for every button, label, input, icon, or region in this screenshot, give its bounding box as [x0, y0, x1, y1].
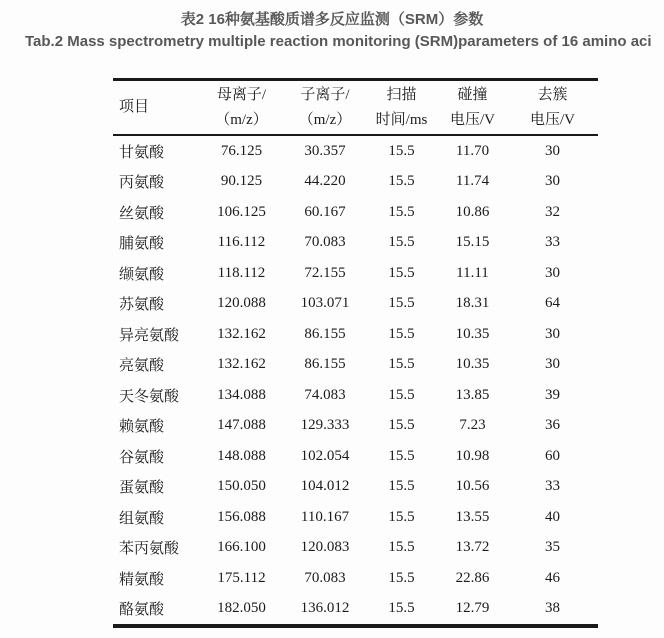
amino-acid-name: 苯丙氨酸 [119, 541, 180, 558]
column-header-5 [507, 80, 598, 136]
column-header-line1: 母离子/ [216, 86, 267, 103]
value-cell: 15.5 [388, 478, 415, 495]
value-cell: 15.5 [388, 173, 415, 190]
value-cell: 102.054 [300, 447, 350, 464]
value-cell: 46 [545, 569, 560, 586]
value-cell: 30 [545, 142, 560, 159]
value-cell: 15.5 [388, 142, 415, 159]
value-cell: 35 [545, 539, 560, 556]
column-header-1 [198, 80, 285, 136]
table-row [113, 228, 598, 259]
table-row [113, 380, 598, 411]
value-cell: 132.162 [217, 325, 266, 342]
table-header [113, 80, 598, 136]
column-header-line2: 时间/ms [375, 111, 428, 128]
table-caption [0, 0, 664, 53]
value-cell: 60 [545, 447, 560, 464]
value-cell: 13.85 [455, 386, 490, 403]
table-row [113, 472, 598, 503]
value-cell: 15.5 [388, 417, 415, 434]
amino-acid-name: 谷氨酸 [119, 449, 165, 466]
value-cell: 134.088 [217, 386, 266, 403]
value-cell: 175.112 [217, 569, 266, 586]
value-cell: 40 [545, 508, 560, 525]
value-cell: 10.35 [455, 325, 490, 342]
value-cell: 166.100 [217, 539, 266, 556]
value-cell: 132.162 [217, 356, 266, 373]
value-cell: 90.125 [220, 173, 263, 190]
value-cell: 15.5 [388, 569, 415, 586]
value-cell: 118.112 [217, 264, 266, 281]
value-cell: 18.31 [455, 295, 490, 312]
column-header-2 [285, 80, 365, 136]
value-cell: 30 [545, 264, 560, 281]
value-cell: 106.125 [217, 203, 266, 220]
amino-acid-name: 天冬氨酸 [119, 388, 180, 405]
value-cell: 150.050 [217, 478, 266, 495]
value-cell: 15.5 [388, 508, 415, 525]
value-cell: 76.125 [220, 142, 263, 159]
amino-acid-name: 缬氨酸 [119, 266, 165, 283]
amino-acid-name: 赖氨酸 [119, 419, 165, 436]
value-cell: 44.220 [304, 173, 346, 190]
value-cell: 36 [545, 417, 560, 434]
value-cell: 15.5 [388, 447, 415, 464]
column-header-line1: 扫描 [386, 86, 417, 103]
value-cell: 30 [545, 356, 560, 373]
column-header-0 [113, 80, 198, 136]
value-cell: 15.15 [455, 234, 490, 251]
value-cell: 15.5 [388, 295, 415, 312]
value-cell: 38 [545, 600, 560, 617]
table-row [113, 594, 598, 627]
value-cell: 136.012 [300, 600, 350, 617]
amino-acid-name: 蛋氨酸 [119, 480, 165, 497]
amino-acid-name: 异亮氨酸 [119, 327, 180, 344]
value-cell: 74.083 [304, 386, 346, 403]
value-cell: 15.5 [388, 600, 415, 617]
value-cell: 7.23 [459, 417, 486, 434]
value-cell: 15.5 [388, 325, 415, 342]
table-row [113, 319, 598, 350]
value-cell: 22.86 [455, 569, 490, 586]
amino-acid-name: 亮氨酸 [119, 358, 165, 375]
column-header-line1: 碰撞 [457, 86, 488, 103]
column-header-3 [365, 80, 438, 136]
value-cell: 13.72 [455, 539, 490, 556]
value-cell: 70.083 [304, 569, 346, 586]
value-cell: 12.79 [455, 600, 490, 617]
value-cell: 13.55 [455, 508, 490, 525]
value-cell: 110.167 [300, 508, 350, 525]
amino-acid-name: 苏氨酸 [119, 297, 165, 314]
value-cell: 70.083 [304, 234, 346, 251]
value-cell: 156.088 [217, 508, 266, 525]
value-cell: 11.74 [455, 173, 490, 190]
value-cell: 72.155 [304, 264, 346, 281]
value-cell: 182.050 [217, 600, 266, 617]
value-cell: 10.98 [455, 447, 490, 464]
caption-chinese: 表2 16种氨基酸质谱多反应监测（SRM）参数 [180, 11, 484, 28]
amino-acid-name: 甘氨酸 [119, 144, 165, 161]
value-cell: 86.155 [304, 356, 346, 373]
value-cell: 15.5 [388, 234, 415, 251]
value-cell: 60.167 [304, 203, 346, 220]
column-header-line1: 子离子/ [300, 86, 350, 103]
table-row [113, 167, 598, 198]
table-body [113, 135, 598, 626]
value-cell: 104.012 [300, 478, 350, 495]
value-cell: 86.155 [304, 325, 346, 342]
value-cell: 120.088 [217, 295, 266, 312]
value-cell: 30 [545, 173, 560, 190]
table-row [113, 197, 598, 228]
value-cell: 10.35 [455, 356, 490, 373]
value-cell: 103.071 [300, 295, 350, 312]
amino-acid-name: 脯氨酸 [119, 236, 165, 253]
column-header-line1: 去簇 [537, 86, 568, 103]
value-cell: 30.357 [304, 142, 346, 159]
column-header-line2: 电压/V [529, 111, 575, 128]
value-cell: 147.088 [217, 417, 266, 434]
amino-acid-name: 组氨酸 [119, 510, 165, 527]
value-cell: 148.088 [217, 447, 266, 464]
value-cell: 64 [545, 295, 560, 312]
value-cell: 15.5 [388, 386, 415, 403]
amino-acid-name: 酪氨酸 [119, 602, 165, 619]
table-row [113, 441, 598, 472]
srm-parameters-table-wrap [113, 78, 598, 628]
value-cell: 10.86 [455, 203, 490, 220]
value-cell: 15.5 [388, 264, 415, 281]
column-header-line2: （m/z） [215, 111, 268, 128]
table-row [113, 135, 598, 167]
column-header-line2: 电压/V [449, 111, 495, 128]
value-cell: 33 [545, 234, 560, 251]
table-row [113, 289, 598, 320]
header-row [113, 80, 598, 136]
table-row [113, 350, 598, 381]
value-cell: 15.5 [388, 539, 415, 556]
value-cell: 15.5 [388, 356, 415, 373]
amino-acid-name: 精氨酸 [119, 571, 165, 588]
value-cell: 129.333 [300, 417, 350, 434]
value-cell: 120.083 [300, 539, 350, 556]
srm-parameters-table [113, 78, 598, 628]
column-header-line2: （m/z） [298, 111, 352, 128]
value-cell: 33 [545, 478, 560, 495]
value-cell: 10.56 [455, 478, 490, 495]
column-header-4 [438, 80, 507, 136]
value-cell: 11.70 [455, 142, 490, 159]
value-cell: 15.5 [388, 203, 415, 220]
table-row [113, 563, 598, 594]
table-row [113, 533, 598, 564]
table-row [113, 411, 598, 442]
value-cell: 32 [545, 203, 560, 220]
amino-acid-name: 丝氨酸 [119, 205, 165, 222]
amino-acid-name: 丙氨酸 [119, 175, 165, 192]
table-row [113, 258, 598, 289]
value-cell: 116.112 [217, 234, 266, 251]
value-cell: 39 [545, 386, 560, 403]
value-cell: 30 [545, 325, 560, 342]
column-header-line1: 项目 [119, 99, 150, 115]
table-row [113, 502, 598, 533]
caption-english: Tab.2 Mass spectrometry multiple reaction monitoring (SRM)parameters of 16 amino aci [25, 33, 652, 50]
value-cell: 11.11 [456, 264, 489, 281]
